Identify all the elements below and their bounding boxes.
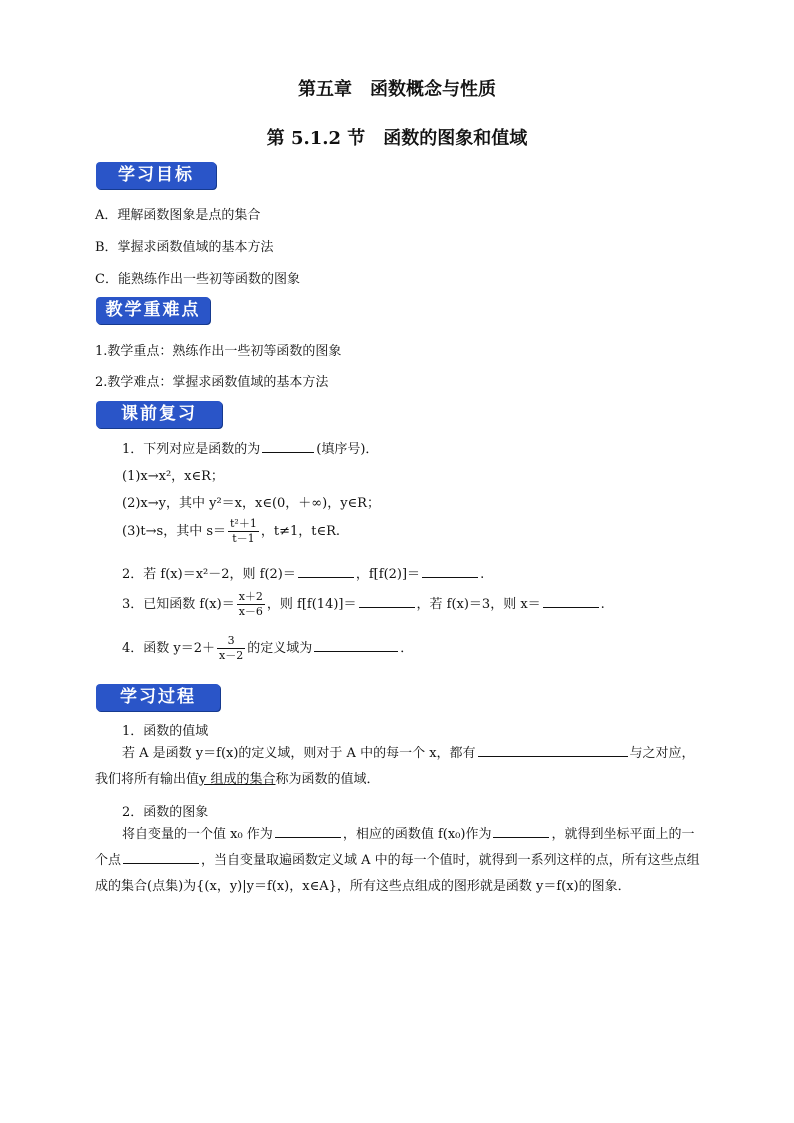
fraction: $\frac{3}{x-2}$ <box>219 634 244 662</box>
answer-blank[interactable] <box>422 565 478 578</box>
key-point-item: 1.教学重点：熟练作出一些初等函数的图象 <box>95 344 342 359</box>
answer-blank[interactable] <box>314 639 398 652</box>
answer-blank[interactable] <box>478 744 628 757</box>
key-points-badge: 教学重难点 <box>96 297 210 324</box>
section-title: 第 5.1.2 节 函数的图象和值域 <box>266 128 528 149</box>
process-paragraph-1: 若 A 是函数 y＝f(x)的定义域，则对于 A 中的每一个 x，都有 与之对应，我们将所有输出值y 组成的集合称为函数的值域． <box>95 746 695 787</box>
question-1-option-3: (3)t→s，其中 s＝ $\frac{\text{t²＋1}}{t-1}$ ，t≠1，t∈R. <box>122 517 341 545</box>
question-1-option-2: (2)x→y，其中 y²＝x，x∈(0，＋∞)，y∈R； <box>122 496 380 511</box>
process-heading-2: 2．函数的图象 <box>122 805 209 820</box>
question-3: 3．已知函数 f(x)＝ $\frac{x+2}{x-6}$ ，则 f[f(14)]＝ ，若 f(x)＝3，则 x＝ . <box>122 590 605 618</box>
process-badge: 学习过程 <box>96 684 220 711</box>
question-2: 2．若 f(x)＝x²－2，则 f(2)＝ ，f[f(2)]＝ . <box>122 567 485 582</box>
question-4: 4．函数 y＝2＋ $\frac{3}{x-2}$ 的定义域为 ． <box>122 634 414 662</box>
question-1: 1．下列对应是函数的为 (填序号)． <box>122 442 379 457</box>
answer-blank[interactable] <box>298 565 354 578</box>
process-paragraph-2: 将自变量的一个值 x₀ 作为 ，相应的函数值 f(x₀)作为 ，就得到坐标平面上的一个点 ，当自变量取遍函数定义域 A 中的每一个值时，就得到一系列这样的点，所有这些点组成的集合(点集)为{(x，y)|y＝f(x)，x∈A}，所有这些点组成的图形就是函数 y＝f(x)的图象． <box>95 827 700 894</box>
goals-badge: 学习目标 <box>96 162 216 189</box>
process-heading-1: 1．函数的值域 <box>122 724 209 739</box>
goal-item: C．能熟练作出一些初等函数的图象 <box>95 272 300 287</box>
goal-item: A．理解函数图象是点的集合 <box>95 208 261 223</box>
answer-blank[interactable] <box>543 595 599 608</box>
answer-blank[interactable] <box>275 825 341 838</box>
answer-blank[interactable] <box>262 440 314 453</box>
goal-item: B．掌握求函数值域的基本方法 <box>95 240 274 255</box>
fraction: $\frac{\text{t²＋1}}{t-1}$ <box>230 517 257 545</box>
answer-blank[interactable] <box>359 595 415 608</box>
chapter-title: 第五章 函数概念与性质 <box>298 79 496 100</box>
key-point-item: 2.教学难点：掌握求函数值域的基本方法 <box>95 375 329 390</box>
review-badge: 课前复习 <box>96 401 222 428</box>
answer-blank[interactable] <box>123 851 199 864</box>
question-1-option-1: (1)x→x²，x∈R； <box>122 469 224 484</box>
answer-blank[interactable] <box>493 825 549 838</box>
fraction: $\frac{x+2}{x-6}$ <box>238 590 263 618</box>
